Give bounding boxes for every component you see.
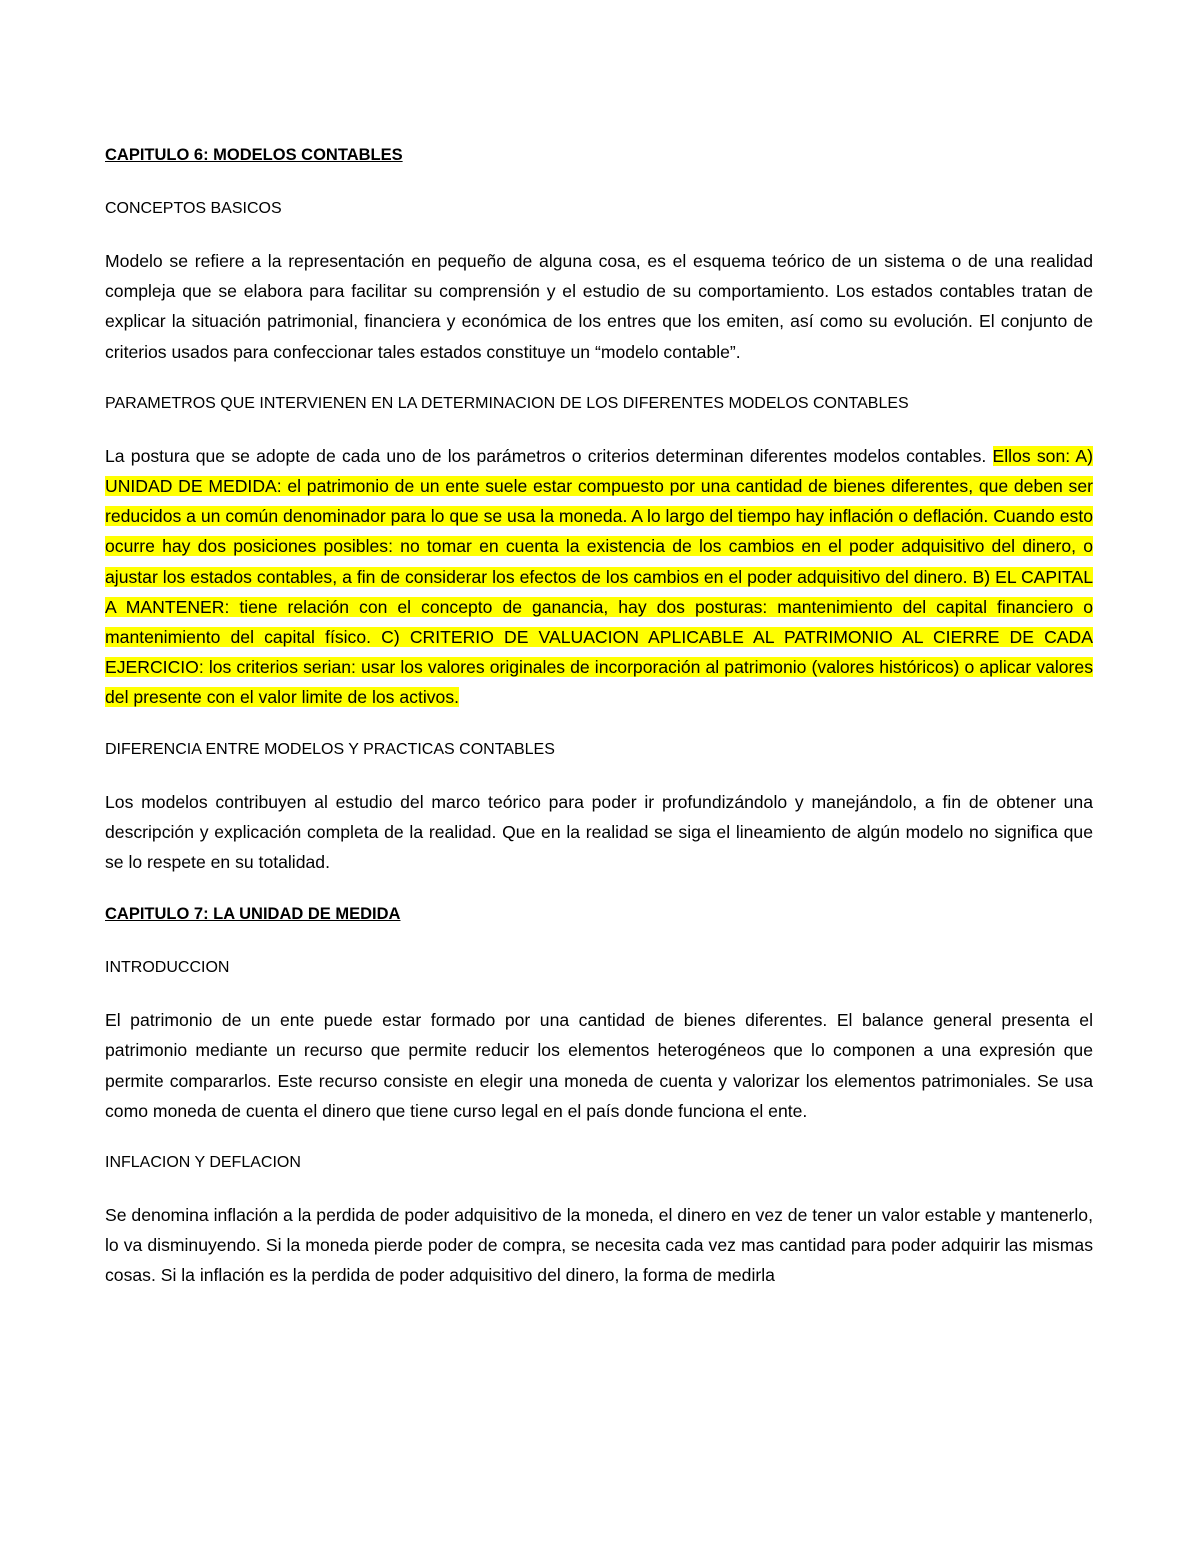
introduccion-heading: INTRODUCCION [105, 959, 230, 977]
inflacion-deflacion-paragraph: Se denomina inflación a la perdida de poder adquisitivo de la moneda, el dinero en vez de tener un valor estable y mantenerlo, lo va disminuyendo. Si la moneda pierde poder de compra, se necesita cada vez mas cantidad para poder adquirir las mismas cosas. Si la inflación es la perdida de poder adquisitivo del dinero, la forma de medirla [105, 1205, 1093, 1286]
parametros-paragraph [105, 441, 1093, 713]
diferencia-paragraph: Los modelos contribuyen al estudio del marco teórico para poder ir profundizándolo y manejándolo, a fin de obtener una descripción y explicación completa de la realidad. Que en la realidad se siga el lineamiento de algún modelo no significa que se lo respete en su totalidad. [105, 791, 1093, 873]
parametros-heading: PARAMETROS QUE INTERVIENEN EN LA DETERMINACION DE LOS DIFERENTES MODELOS CONTABLES [105, 394, 909, 412]
chapter-7-title: CAPITULO 7: LA UNIDAD DE MEDIDA [105, 905, 401, 924]
inflacion-deflacion-heading: INFLACION Y DEFLACION [105, 1154, 301, 1172]
conceptos-basicos-heading: CONCEPTOS BASICOS [105, 200, 282, 217]
diferencia-heading: DIFERENCIA ENTRE MODELOS Y PRACTICAS CONTABLES [105, 740, 555, 758]
document-page [105, 140, 1093, 1313]
chapter-6-title: CAPITULO 6: MODELOS CONTABLES [105, 146, 403, 164]
parametros-plain-text: La postura que se adopte de cada uno de los parámetros o criterios determinan diferentes modelos contables. [105, 445, 993, 466]
conceptos-basicos-paragraph: Modelo se refiere a la representación en pequeño de alguna cosa, es el esquema teórico de un sistema o de una realidad compleja que se elabora para facilitar su comprensión y el estudio de su comportamiento. Los estados contables tratan de explicar la situación patrimonial, financiera y económica de los entres que los emiten, así como su evolución. El conjunto de criterios usados para confeccionar tales estados constituye un “modelo contable”. [105, 251, 1093, 362]
introduccion-paragraph: El patrimonio de un ente puede estar formado por una cantidad de bienes diferentes. El balance general presenta el patrimonio mediante un recurso que permite reducir los elementos heterogéneos que lo componen a una expresión que permite compararlos. Este recurso consiste en elegir una moneda de cuenta y valorizar los elementos patrimoniales. Se usa como moneda de cuenta el dinero que tiene curso legal en el país donde funciona el ente. [105, 1010, 1093, 1121]
parametros-highlighted-text: Ellos son: A) UNIDAD DE MEDIDA: el patrimonio de un ente suele estar compuesto por una cantidad de bienes diferentes, que deben ser reducidos a un común denominador para lo que se usa la moneda. A lo largo del tiempo hay inflación o deflación. Cuando esto ocurre hay dos posiciones posibles: no tomar en cuenta la existencia de los cambios en el poder adquisitivo del dinero, o ajustar los estados contables, a fin de considerar los efectos de los cambios en el poder adquisitivo del dinero. B) EL CAPITAL A MANTENER: tiene relación con el concepto de ganancia, hay dos posturas: mantenimiento del capital financiero o mantenimiento del capital físico. C) CRITERIO DE VALUACION APLICABLE AL PATRIMONIO AL CIERRE DE CADA EJERCICIO: los criterios serian: usar los valores originales de incorporación al patrimonio (valores históricos) o aplicar valores del presente con el valor limite de los activos. [105, 445, 1094, 708]
